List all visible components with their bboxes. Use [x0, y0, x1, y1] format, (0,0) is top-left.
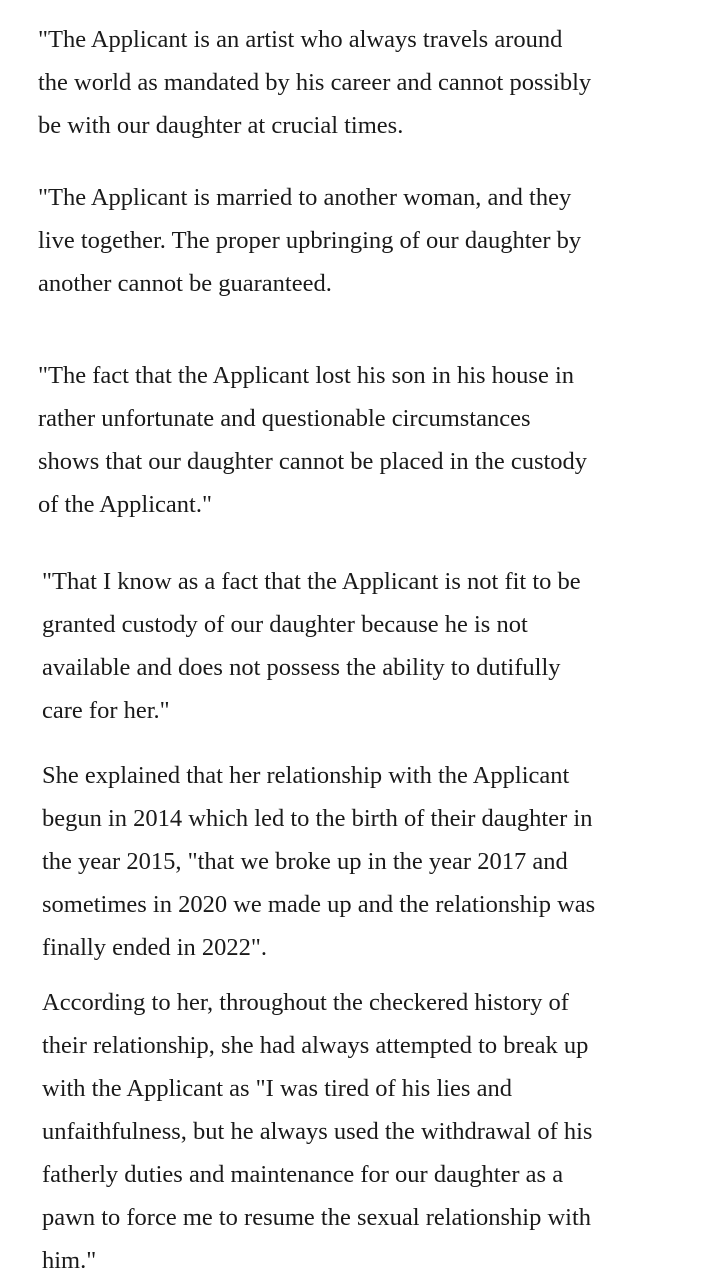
paragraph-line: be with our daughter at crucial times. — [38, 112, 404, 139]
paragraph-line: with the Applicant as "I was tired of his lies and — [42, 1075, 512, 1102]
paragraph-line: She explained that her relationship with the Applicant — [42, 762, 570, 789]
paragraph-line: shows that our daughter cannot be placed in the custody — [38, 448, 588, 475]
paragraph-2 — [38, 176, 581, 305]
paragraph-line: the year 2015, "that we broke up in the year 2017 and — [42, 848, 568, 875]
paragraph-line: care for her." — [42, 697, 170, 724]
paragraph-line: sometimes in 2020 we made up and the relationship was — [42, 891, 596, 918]
paragraph-line: live together. The proper upbringing of our daughter by — [38, 227, 582, 254]
paragraph-line: "The Applicant is an artist who always travels around — [38, 26, 563, 53]
paragraph-line: finally ended in 2022". — [42, 934, 268, 961]
paragraph-line: the world as mandated by his career and cannot possibly — [38, 69, 592, 96]
paragraph-5 — [42, 754, 595, 969]
paragraph-line: granted custody of our daughter because he is not — [42, 611, 528, 638]
paragraph-line: "That I know as a fact that the Applicant is not fit to be — [42, 568, 581, 595]
paragraph-line: their relationship, she had always attempted to break up — [42, 1032, 589, 1059]
paragraph-6 — [42, 981, 592, 1282]
paragraph-4 — [42, 560, 581, 732]
paragraph-line: available and does not possess the ability to dutifully — [42, 654, 561, 681]
paragraph-line: begun in 2014 which led to the birth of their daughter in — [42, 805, 593, 832]
paragraph-line: According to her, throughout the checkered history of — [42, 989, 569, 1016]
paragraph-line: him." — [42, 1247, 97, 1274]
paragraph-1 — [38, 18, 591, 147]
paragraph-line: another cannot be guaranteed. — [38, 270, 332, 297]
paragraph-line: pawn to force me to resume the sexual relationship with — [42, 1204, 592, 1231]
paragraph-3 — [38, 354, 587, 526]
paragraph-line: of the Applicant." — [38, 491, 212, 518]
paragraph-line: fatherly duties and maintenance for our daughter as a — [42, 1161, 564, 1188]
paragraph-line: rather unfortunate and questionable circumstances — [38, 405, 531, 432]
paragraph-line: "The fact that the Applicant lost his son in his house in — [38, 362, 574, 389]
paragraph-line: "The Applicant is married to another woman, and they — [38, 184, 572, 211]
paragraph-line: unfaithfulness, but he always used the withdrawal of his — [42, 1118, 593, 1145]
